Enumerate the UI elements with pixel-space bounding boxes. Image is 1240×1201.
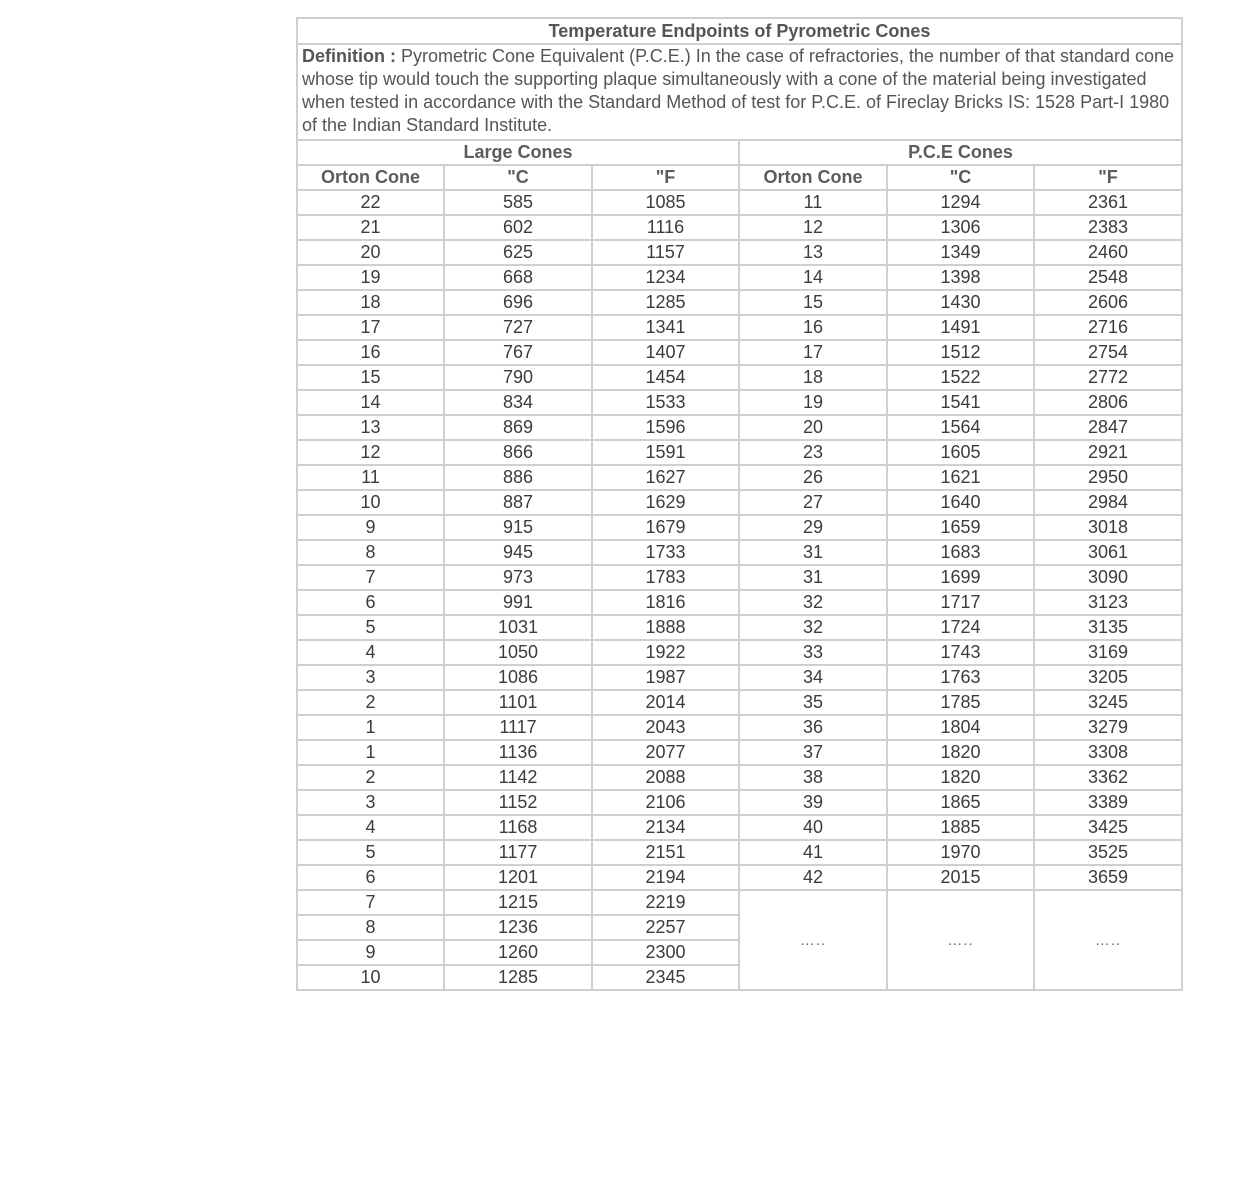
large-celsius-cell: 886: [444, 465, 592, 490]
large-fahrenheit-cell: 2088: [592, 765, 739, 790]
large-orton-cell: 4: [297, 815, 444, 840]
table-row: [297, 290, 1182, 315]
large-orton-cell: 8: [297, 915, 444, 940]
large-celsius-cell: 668: [444, 265, 592, 290]
pce-fahrenheit-cell: 3279: [1034, 715, 1182, 740]
pce-fahrenheit-cell: 3389: [1034, 790, 1182, 815]
large-orton-cell: 21: [297, 215, 444, 240]
pce-celsius-cell: 1294: [887, 190, 1034, 215]
large-orton-cell: 18: [297, 290, 444, 315]
pce-orton-cell: 37: [739, 740, 887, 765]
large-fahrenheit-cell: 2043: [592, 715, 739, 740]
large-orton-cell: 2: [297, 765, 444, 790]
table-row: [297, 240, 1182, 265]
pce-orton-cell: 13: [739, 240, 887, 265]
large-fahrenheit-cell: 2134: [592, 815, 739, 840]
col-header-pce-orton: Orton Cone: [739, 165, 887, 190]
large-celsius-cell: 834: [444, 390, 592, 415]
large-orton-cell: 11: [297, 465, 444, 490]
pce-orton-cell: 31: [739, 540, 887, 565]
large-celsius-cell: 866: [444, 440, 592, 465]
large-fahrenheit-cell: 1591: [592, 440, 739, 465]
large-fahrenheit-cell: 1407: [592, 340, 739, 365]
col-header-pce-fahrenheit: "F: [1034, 165, 1182, 190]
table-row: [297, 690, 1182, 715]
pce-orton-cell: 32: [739, 615, 887, 640]
table-row: [297, 715, 1182, 740]
pce-orton-cell: 23: [739, 440, 887, 465]
pce-fahrenheit-cell: 2548: [1034, 265, 1182, 290]
pce-celsius-cell: 1865: [887, 790, 1034, 815]
large-celsius-cell: 1136: [444, 740, 592, 765]
pce-fahrenheit-cell: 2460: [1034, 240, 1182, 265]
pce-celsius-cell: 1306: [887, 215, 1034, 240]
definition-text: Pyrometric Cone Equivalent (P.C.E.) In the case of refractories, the number of that standard cone whose tip would touch the supporting plaque simultaneously with a cone of the material being investigated when tested in accordance with the Standard Method of test for P.C.E. of Fireclay Bricks IS: 1528 Part-I 1980 of the Indian Standard Institute.: [302, 46, 1175, 135]
pce-fahrenheit-cell: 3018: [1034, 515, 1182, 540]
large-orton-cell: 20: [297, 240, 444, 265]
table-row: [297, 440, 1182, 465]
large-orton-cell: 3: [297, 790, 444, 815]
large-orton-cell: 22: [297, 190, 444, 215]
pce-orton-cell: 40: [739, 815, 887, 840]
large-celsius-cell: 625: [444, 240, 592, 265]
large-celsius-cell: 1168: [444, 815, 592, 840]
pce-orton-cell: 42: [739, 865, 887, 890]
large-fahrenheit-cell: 1783: [592, 565, 739, 590]
large-celsius-cell: 1177: [444, 840, 592, 865]
large-fahrenheit-cell: 2106: [592, 790, 739, 815]
large-orton-cell: 7: [297, 890, 444, 915]
large-fahrenheit-cell: 1596: [592, 415, 739, 440]
large-orton-cell: 6: [297, 865, 444, 890]
large-fahrenheit-cell: 2014: [592, 690, 739, 715]
pce-placeholder-cell: …..: [887, 890, 1034, 990]
large-fahrenheit-cell: 2219: [592, 890, 739, 915]
pce-placeholder-cell: …..: [1034, 890, 1182, 990]
pce-celsius-cell: 1820: [887, 740, 1034, 765]
pce-celsius-cell: 1717: [887, 590, 1034, 615]
pce-orton-cell: 41: [739, 840, 887, 865]
large-orton-cell: 16: [297, 340, 444, 365]
large-orton-cell: 19: [297, 265, 444, 290]
table-title: Temperature Endpoints of Pyrometric Cones: [297, 18, 1182, 44]
large-orton-cell: 15: [297, 365, 444, 390]
large-fahrenheit-cell: 1116: [592, 215, 739, 240]
large-celsius-cell: 869: [444, 415, 592, 440]
pce-celsius-cell: 1512: [887, 340, 1034, 365]
table-row: [297, 515, 1182, 540]
large-fahrenheit-cell: 1533: [592, 390, 739, 415]
pce-celsius-cell: 2015: [887, 865, 1034, 890]
table-row: [297, 190, 1182, 215]
pce-fahrenheit-cell: 2921: [1034, 440, 1182, 465]
pce-fahrenheit-cell: 2716: [1034, 315, 1182, 340]
pce-placeholder-cell: …..: [739, 890, 887, 990]
large-celsius-cell: 973: [444, 565, 592, 590]
col-header-pce-celsius: "C: [887, 165, 1034, 190]
large-celsius-cell: 790: [444, 365, 592, 390]
large-fahrenheit-cell: 2345: [592, 965, 739, 990]
large-celsius-cell: 1086: [444, 665, 592, 690]
table-row: [297, 315, 1182, 340]
large-fahrenheit-cell: 2077: [592, 740, 739, 765]
large-fahrenheit-cell: 1341: [592, 315, 739, 340]
table-row: [297, 540, 1182, 565]
large-orton-cell: 10: [297, 965, 444, 990]
large-fahrenheit-cell: 1157: [592, 240, 739, 265]
large-celsius-cell: 602: [444, 215, 592, 240]
table-row: [297, 790, 1182, 815]
large-celsius-cell: 1031: [444, 615, 592, 640]
pce-orton-cell: 34: [739, 665, 887, 690]
pce-fahrenheit-cell: 2606: [1034, 290, 1182, 315]
pce-celsius-cell: 1683: [887, 540, 1034, 565]
table-row: [297, 765, 1182, 790]
pce-celsius-cell: 1522: [887, 365, 1034, 390]
large-fahrenheit-cell: 1085: [592, 190, 739, 215]
pce-celsius-cell: 1430: [887, 290, 1034, 315]
large-orton-cell: 12: [297, 440, 444, 465]
pce-orton-cell: 39: [739, 790, 887, 815]
large-celsius-cell: 945: [444, 540, 592, 565]
pce-orton-cell: 38: [739, 765, 887, 790]
pce-fahrenheit-cell: 3061: [1034, 540, 1182, 565]
pce-celsius-cell: 1785: [887, 690, 1034, 715]
large-celsius-cell: 696: [444, 290, 592, 315]
table-row: [297, 565, 1182, 590]
pce-celsius-cell: 1640: [887, 490, 1034, 515]
pce-celsius-cell: 1564: [887, 415, 1034, 440]
pce-celsius-cell: 1621: [887, 465, 1034, 490]
large-orton-cell: 4: [297, 640, 444, 665]
pce-celsius-cell: 1605: [887, 440, 1034, 465]
large-orton-cell: 3: [297, 665, 444, 690]
pce-fahrenheit-cell: 3308: [1034, 740, 1182, 765]
pce-orton-cell: 14: [739, 265, 887, 290]
pce-fahrenheit-cell: 2383: [1034, 215, 1182, 240]
pce-orton-cell: 29: [739, 515, 887, 540]
pce-fahrenheit-cell: 3425: [1034, 815, 1182, 840]
large-orton-cell: 8: [297, 540, 444, 565]
large-celsius-cell: 991: [444, 590, 592, 615]
cones-table: [296, 17, 1183, 991]
large-celsius-cell: 767: [444, 340, 592, 365]
col-header-large-celsius: "C: [444, 165, 592, 190]
large-celsius-cell: 585: [444, 190, 592, 215]
pce-orton-cell: 12: [739, 215, 887, 240]
pce-fahrenheit-cell: 3090: [1034, 565, 1182, 590]
table-row: [297, 815, 1182, 840]
pce-celsius-cell: 1885: [887, 815, 1034, 840]
pce-fahrenheit-cell: 3362: [1034, 765, 1182, 790]
table-row: [297, 865, 1182, 890]
pce-orton-cell: 31: [739, 565, 887, 590]
large-orton-cell: 9: [297, 940, 444, 965]
pce-celsius-cell: 1724: [887, 615, 1034, 640]
large-orton-cell: 5: [297, 615, 444, 640]
table-row: [297, 490, 1182, 515]
large-fahrenheit-cell: 1816: [592, 590, 739, 615]
pce-cones-header: P.C.E Cones: [739, 140, 1182, 165]
pce-celsius-cell: 1699: [887, 565, 1034, 590]
pce-celsius-cell: 1491: [887, 315, 1034, 340]
pce-fahrenheit-cell: 2754: [1034, 340, 1182, 365]
table-row: [297, 340, 1182, 365]
large-orton-cell: 9: [297, 515, 444, 540]
table-row: [297, 890, 1182, 915]
pce-orton-cell: 15: [739, 290, 887, 315]
pce-celsius-cell: 1804: [887, 715, 1034, 740]
large-fahrenheit-cell: 1627: [592, 465, 739, 490]
large-celsius-cell: 1260: [444, 940, 592, 965]
col-header-large-orton: Orton Cone: [297, 165, 444, 190]
pce-orton-cell: 18: [739, 365, 887, 390]
pce-fahrenheit-cell: 2772: [1034, 365, 1182, 390]
pce-orton-cell: 27: [739, 490, 887, 515]
table-row: [297, 665, 1182, 690]
table-row: [297, 615, 1182, 640]
table-row: [297, 265, 1182, 290]
large-celsius-cell: 1050: [444, 640, 592, 665]
large-fahrenheit-cell: 2300: [592, 940, 739, 965]
large-celsius-cell: 1101: [444, 690, 592, 715]
pce-fahrenheit-cell: 2806: [1034, 390, 1182, 415]
large-celsius-cell: 1215: [444, 890, 592, 915]
pce-celsius-cell: 1970: [887, 840, 1034, 865]
large-celsius-cell: 1142: [444, 765, 592, 790]
table-row: [297, 590, 1182, 615]
pce-celsius-cell: 1743: [887, 640, 1034, 665]
pce-fahrenheit-cell: 3169: [1034, 640, 1182, 665]
large-fahrenheit-cell: 1285: [592, 290, 739, 315]
pce-celsius-cell: 1349: [887, 240, 1034, 265]
large-celsius-cell: 887: [444, 490, 592, 515]
large-orton-cell: 1: [297, 715, 444, 740]
large-orton-cell: 17: [297, 315, 444, 340]
pce-celsius-cell: 1763: [887, 665, 1034, 690]
pce-fahrenheit-cell: 3525: [1034, 840, 1182, 865]
pce-orton-cell: 26: [739, 465, 887, 490]
large-cones-header: Large Cones: [297, 140, 739, 165]
table-row: [297, 415, 1182, 440]
large-fahrenheit-cell: 1888: [592, 615, 739, 640]
large-fahrenheit-cell: 1922: [592, 640, 739, 665]
pce-orton-cell: 17: [739, 340, 887, 365]
large-celsius-cell: 727: [444, 315, 592, 340]
large-celsius-cell: 1201: [444, 865, 592, 890]
pce-orton-cell: 36: [739, 715, 887, 740]
pce-orton-cell: 16: [739, 315, 887, 340]
large-orton-cell: 5: [297, 840, 444, 865]
table-row: [297, 365, 1182, 390]
large-orton-cell: 13: [297, 415, 444, 440]
definition-label: Definition :: [302, 46, 396, 66]
large-celsius-cell: 1285: [444, 965, 592, 990]
table-row: [297, 740, 1182, 765]
pce-orton-cell: 33: [739, 640, 887, 665]
pce-orton-cell: 19: [739, 390, 887, 415]
pce-orton-cell: 11: [739, 190, 887, 215]
table-row: [297, 215, 1182, 240]
pce-fahrenheit-cell: 3123: [1034, 590, 1182, 615]
pce-fahrenheit-cell: 3205: [1034, 665, 1182, 690]
large-orton-cell: 10: [297, 490, 444, 515]
pce-orton-cell: 35: [739, 690, 887, 715]
large-orton-cell: 1: [297, 740, 444, 765]
large-fahrenheit-cell: 1733: [592, 540, 739, 565]
definition-cell: [297, 44, 1182, 140]
large-fahrenheit-cell: 2257: [592, 915, 739, 940]
large-orton-cell: 2: [297, 690, 444, 715]
large-orton-cell: 14: [297, 390, 444, 415]
pce-fahrenheit-cell: 2950: [1034, 465, 1182, 490]
pce-celsius-cell: 1820: [887, 765, 1034, 790]
pce-fahrenheit-cell: 3245: [1034, 690, 1182, 715]
large-fahrenheit-cell: 1234: [592, 265, 739, 290]
large-fahrenheit-cell: 2151: [592, 840, 739, 865]
table-row: [297, 390, 1182, 415]
table-row: [297, 640, 1182, 665]
large-celsius-cell: 1152: [444, 790, 592, 815]
large-celsius-cell: 915: [444, 515, 592, 540]
pce-fahrenheit-cell: 2984: [1034, 490, 1182, 515]
large-celsius-cell: 1236: [444, 915, 592, 940]
pce-celsius-cell: 1541: [887, 390, 1034, 415]
large-fahrenheit-cell: 1679: [592, 515, 739, 540]
table-body: [297, 190, 1182, 990]
large-fahrenheit-cell: 2194: [592, 865, 739, 890]
table-row: [297, 465, 1182, 490]
pce-orton-cell: 32: [739, 590, 887, 615]
col-header-large-fahrenheit: "F: [592, 165, 739, 190]
pce-celsius-cell: 1659: [887, 515, 1034, 540]
large-orton-cell: 6: [297, 590, 444, 615]
pce-fahrenheit-cell: 2361: [1034, 190, 1182, 215]
large-fahrenheit-cell: 1454: [592, 365, 739, 390]
large-fahrenheit-cell: 1987: [592, 665, 739, 690]
table-row: [297, 840, 1182, 865]
large-fahrenheit-cell: 1629: [592, 490, 739, 515]
pce-fahrenheit-cell: 3135: [1034, 615, 1182, 640]
pce-fahrenheit-cell: 3659: [1034, 865, 1182, 890]
pce-fahrenheit-cell: 2847: [1034, 415, 1182, 440]
large-orton-cell: 7: [297, 565, 444, 590]
large-celsius-cell: 1117: [444, 715, 592, 740]
pce-orton-cell: 20: [739, 415, 887, 440]
pce-celsius-cell: 1398: [887, 265, 1034, 290]
